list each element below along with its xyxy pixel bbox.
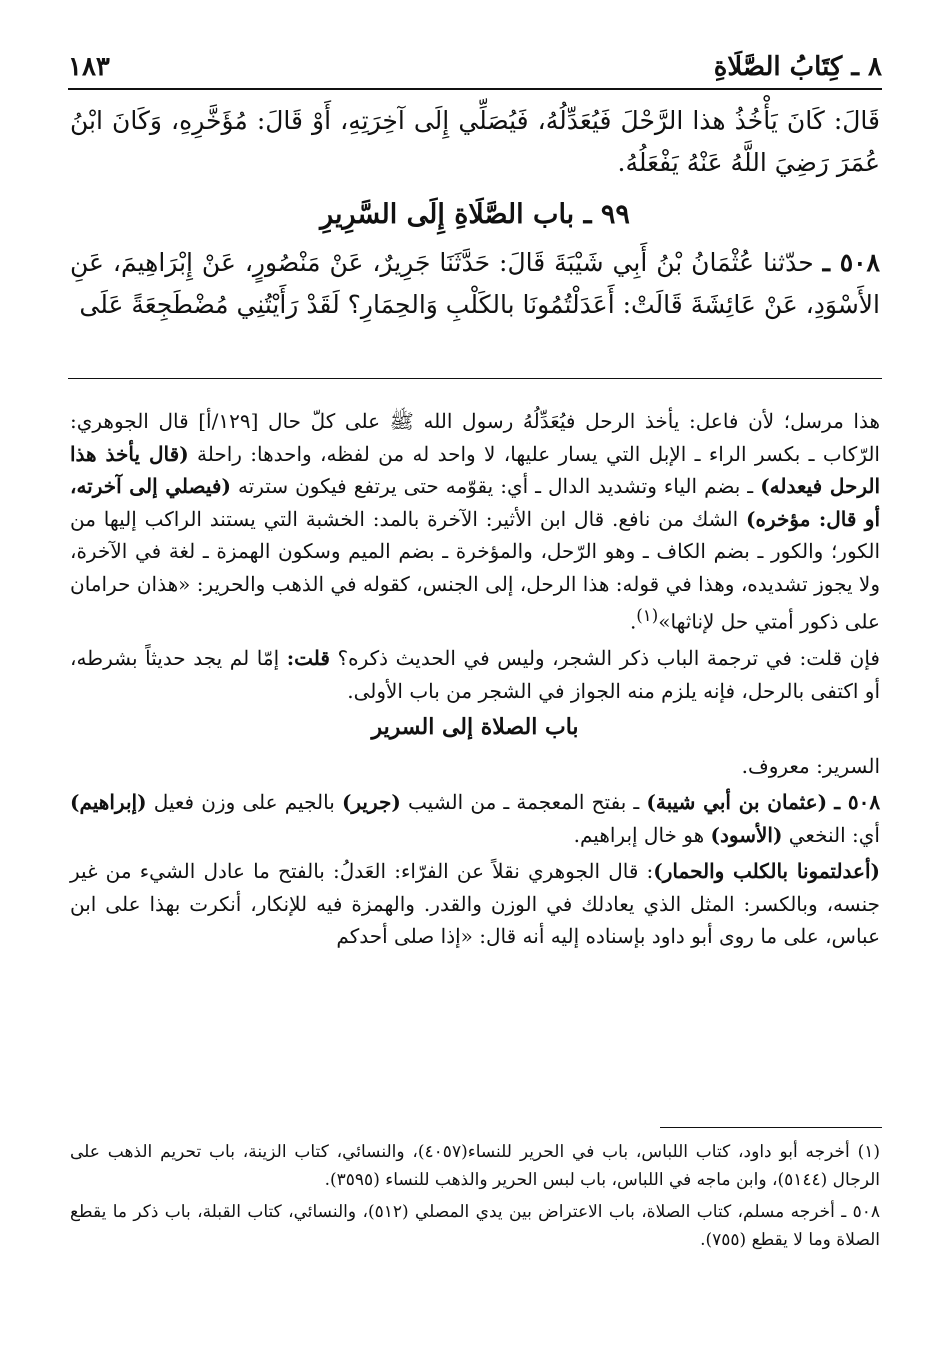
commentary-text: ـ بفتح المعجمة ـ من الشيب — [408, 790, 640, 815]
commentary-paragraph-4 — [70, 786, 880, 851]
commentary-text: الشك من نافع. قال ابن الأثير: الآخرة بالمد: الخشبة التي يستند الراكب إليها من الكور؛ والكور ـ بضم الكاف ـ وهو الرّحل، والمؤخرة ـ بضم الميم وسكون الهمزة ـ لغة في الآخرة، ولا يجوز تشديده، وهذا في قوله: هذا الرحل، إلى الجنس، كقوله في الذهب والحرير: «هذان حرامان على ذكور أمتي حل لإناثها» — [70, 506, 880, 634]
commentary-bold: (إبراهيم) — [70, 790, 147, 815]
commentary-text: ـ بضم الياء وتشديد الدال ـ أي: يقوّمه حتى يرتفع فيكون سترته — [237, 474, 754, 498]
commentary-paragraph-5 — [70, 855, 880, 953]
commentary-paragraph-1 — [70, 405, 880, 638]
commentary-text: فإن قلت: في ترجمة الباب ذكر الشجر، وليس في الحديث ذكره؟ — [337, 646, 880, 671]
commentary-paragraph-2 — [70, 642, 880, 707]
chapter-title: ٩٩ ـ باب الصَّلَاةِ إِلَى السَّرِيرِ — [320, 199, 630, 230]
commentary-text: . — [629, 609, 637, 634]
main-divider — [68, 378, 882, 379]
footnote-ref: (١) — [636, 606, 659, 625]
commentary-bold: (عثمان بن أبي شيبة) — [646, 790, 828, 815]
hadith-text-block — [70, 100, 880, 326]
commentary-bold: (الأسود) — [710, 822, 783, 847]
commentary-text: بالجيم على وزن فعيل — [153, 790, 335, 815]
footnotes-block — [70, 1138, 880, 1258]
hadith-text: حدّثنا عُثْمَانُ بْنُ أَبِي شَيْبَةَ قَالَ: حَدَّثَنَا جَرِيرٌ، عَنْ مَنْصُورٍ، عَنْ إِبْرَاهِيمَ، عَنِ الأَسْوَدِ، عَنْ عَائِشَةَ قَالَتْ: أَعَدَلْتُمُونَا بالكَلْبِ وَالحِمَارِ؟ لَقَدْ رَأَيْتُنِي مُضْطَجِعَةً عَلَى — [70, 248, 880, 319]
hadith-paragraph — [70, 242, 880, 326]
running-title: ٨ ـ كِتَابُ الصَّلَاةِ — [713, 52, 882, 82]
commentary-chapter-title: باب الصلاة إلى السرير — [371, 714, 579, 741]
running-header — [68, 40, 882, 90]
commentary-text: إمّا لم يجد حديثاً بشرطه، أو اكتفى بالرحل، فإنه يلزم منه الجواز في الشجر من باب الأولى. — [70, 646, 880, 703]
commentary-text: : قال الجوهري نقلاً عن الفرّاء: العَدلُ: بالفتح ما عادل الشيء من غير جنسه، وبالكسر: المثل الذي يعادلك في الوزن والقدر. والهمزة فيه للإنكار، أنكرت بهذا على ابن عباس، على ما روى أبو داود بإسناده إليه أنه قال: «إذا صلى أحدكم — [70, 859, 880, 949]
commentary-bold: (فيصلي إلى آخرته، أو قال: مؤخره) — [70, 474, 881, 531]
commentary-paragraph-3: السرير: معروف. — [741, 753, 880, 778]
commentary-bold: قلت: — [286, 646, 330, 671]
commentary-block — [70, 405, 880, 957]
commentary-text: أي: النخعي — [788, 822, 880, 847]
commentary-bold: (أعدلتمونا بالكلب والحمار) — [653, 859, 880, 884]
commentary-bold: (قال يأخذ هذا الرحل فيعدله) — [70, 441, 881, 498]
matn-paragraph: قَالَ: كَانَ يَأْخُذُ هذا الرَّحْلَ فَيُعَدِّلُهُ، فَيُصَلِّي إِلَى آخِرَتِهِ، أَوْ قَالَ: مُؤَخَّرِهِ، وَكَانَ ابْنُ عُمَرَ رَضِيَ اللَّهُ عَنْهُ يَفْعَلُهُ. — [70, 106, 880, 177]
commentary-text: هو خال إبراهيم. — [573, 822, 705, 847]
footnote-1: (١) أخرجه أبو داود، كتاب اللباس، باب في الحرير للنساء(٤٠٥٧)، والنسائي، كتاب الزينة، باب تحريم الذهب على الرجال (٥١٤٤)، وابن ماجه في اللباس، باب لبس الحرير والذهب للنساء (٣٥٩٥). — [70, 1142, 880, 1190]
footnote-divider — [660, 1127, 882, 1128]
footnote-2: ٥٠٨ ـ أخرجه مسلم، كتاب الصلاة، باب الاعتراض بين يدي المصلي (٥١٢)، والنسائي، كتاب القبلة، باب ذكر ما يقطع الصلاة وما لا يقطع (٧٥٥). — [70, 1202, 881, 1250]
commentary-bold: (جرير) — [341, 790, 401, 815]
page-number: ١٨٣ — [68, 52, 110, 82]
hadith-number: ٥٠٨ ـ — [822, 248, 880, 277]
commentary-text: هذا مرسل؛ لأن فاعل: يأخذ الرحل فيُعَدِّلُهُ رسول الله ﷺ على كلّ حال [١٢٩/أ] قال الجوهري: الرّكاب ـ بكسر الراء ـ الإبل التي يسار عليها، لا واحد له من لفظه، واحدها: راحلة — [70, 409, 880, 466]
commentary-bold: ٥٠٨ ـ — [834, 790, 881, 815]
